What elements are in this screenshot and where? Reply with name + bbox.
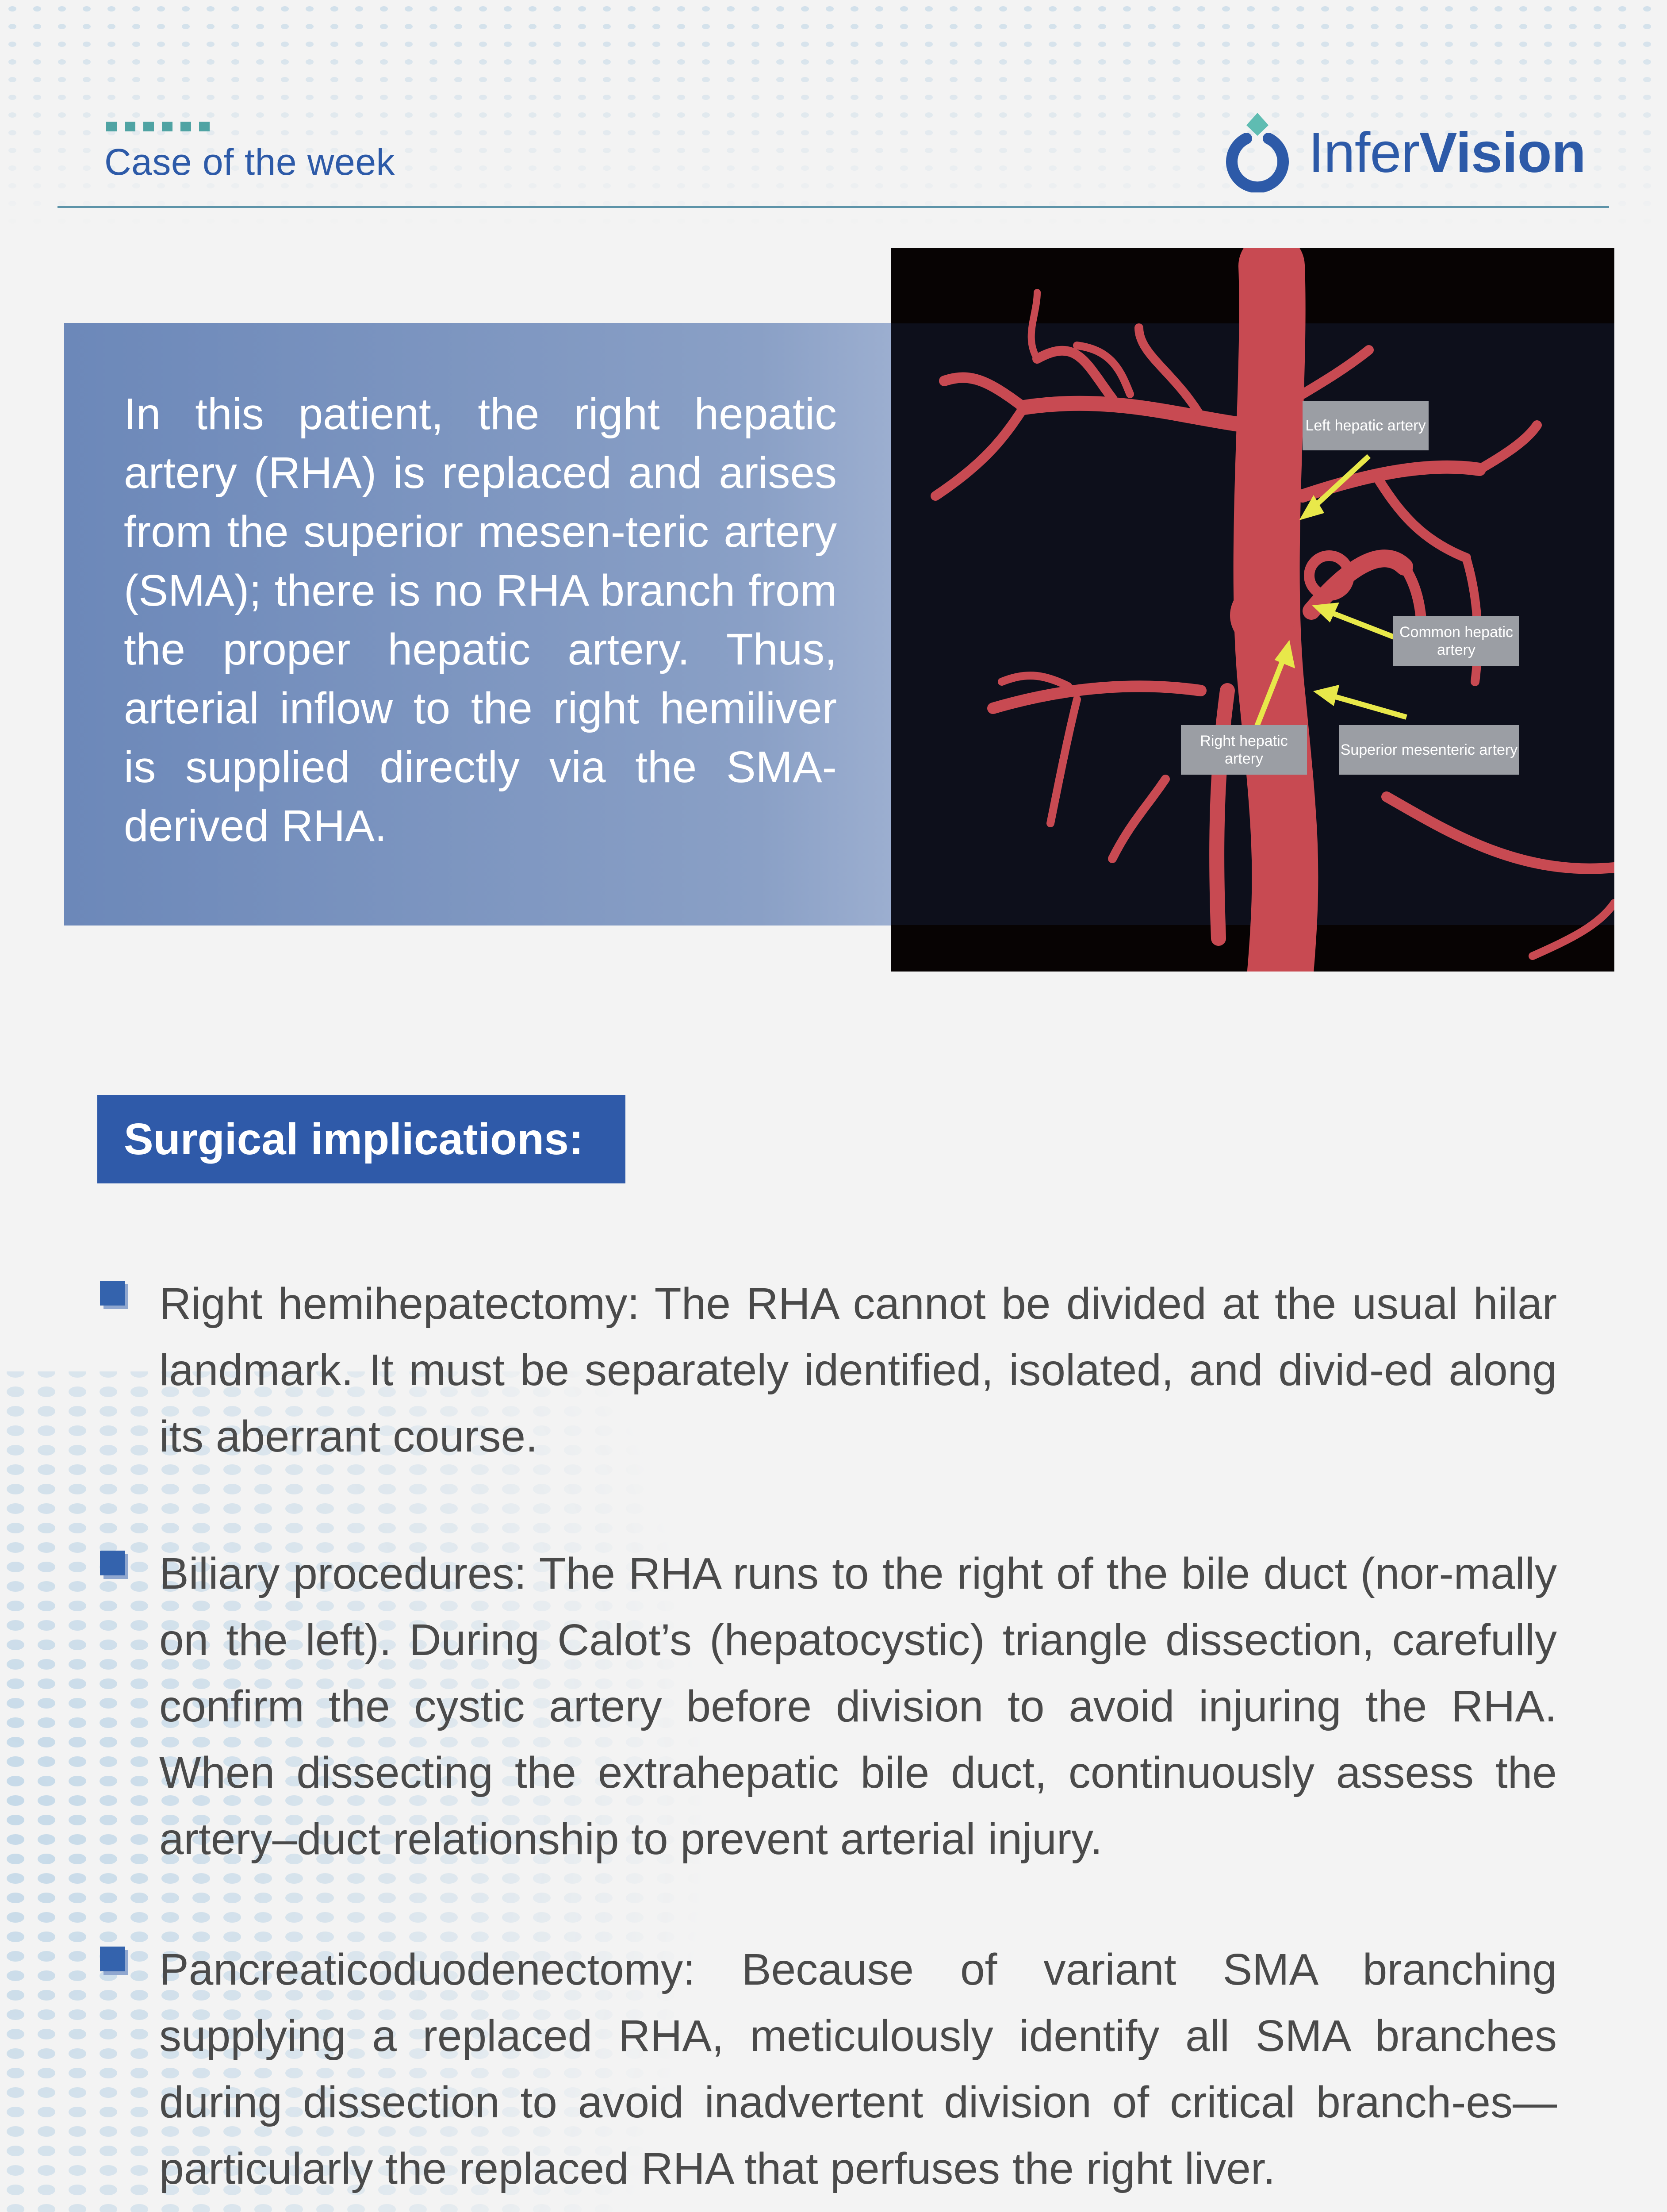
brand-wordmark [1308, 120, 1586, 185]
bullet-item: Right hemihepatectomy: The RHA cannot be divided at the usual hilar landmark. It must be separately identified, isolated, and divid-ed along its aberrant course. [159, 1279, 1557, 1461]
bullet-item: Pancreaticoduodenectomy: Because of variant SMA branching supplying a replaced RHA, meticulously identify all SMA branches during dissection to avoid inadvertent division of critical branch-es—particularly the replaced RHA that perfuses the right liver. [159, 1945, 1557, 2193]
brand-logo [1224, 113, 1586, 192]
header-accent-dashes [106, 122, 210, 131]
brand-suffix: Vision [1419, 121, 1586, 184]
label-right-hepatic-artery: Right hepatic artery [1181, 725, 1307, 775]
label-left-hepatic-artery: Left hepatic artery [1303, 401, 1429, 450]
infervision-logo-icon [1224, 113, 1291, 192]
arterial-3d-figure [891, 248, 1614, 972]
section-title: Surgical implications: [124, 1114, 584, 1164]
label-common-hepatic-artery: Common hepatic artery [1393, 616, 1519, 666]
page-title: Case of the week [104, 141, 395, 183]
vessel-render [891, 248, 1614, 972]
bullet-square-icon [100, 1281, 128, 1309]
brand-prefix: Infer [1308, 121, 1420, 184]
label-superior-mesenteric-artery: Superior mesenteric artery [1339, 725, 1519, 775]
bullet-square-icon [100, 1551, 128, 1579]
intro-paragraph: In this patient, the right hepatic artery (RHA) is replaced and arises from the superior mesen-teric artery (SMA); there is no RHA branch from the proper hepatic artery. Thus, arterial inflow to the right hemiliver is supplied directly via the SMA-derived RHA. [124, 389, 837, 851]
header-divider [57, 206, 1609, 208]
bullet-square-icon [100, 1947, 128, 1975]
bullet-item: Biliary procedures: The RHA runs to the right of the bile duct (nor-mally on the left). During Calot’s (hepatocystic) triangle dissection, carefully confirm the cystic artery before division to avoid injuring the RHA. When dissecting the extrahepatic bile duct, continuously assess the artery–duct relationship to prevent arterial injury. [159, 1549, 1557, 1864]
